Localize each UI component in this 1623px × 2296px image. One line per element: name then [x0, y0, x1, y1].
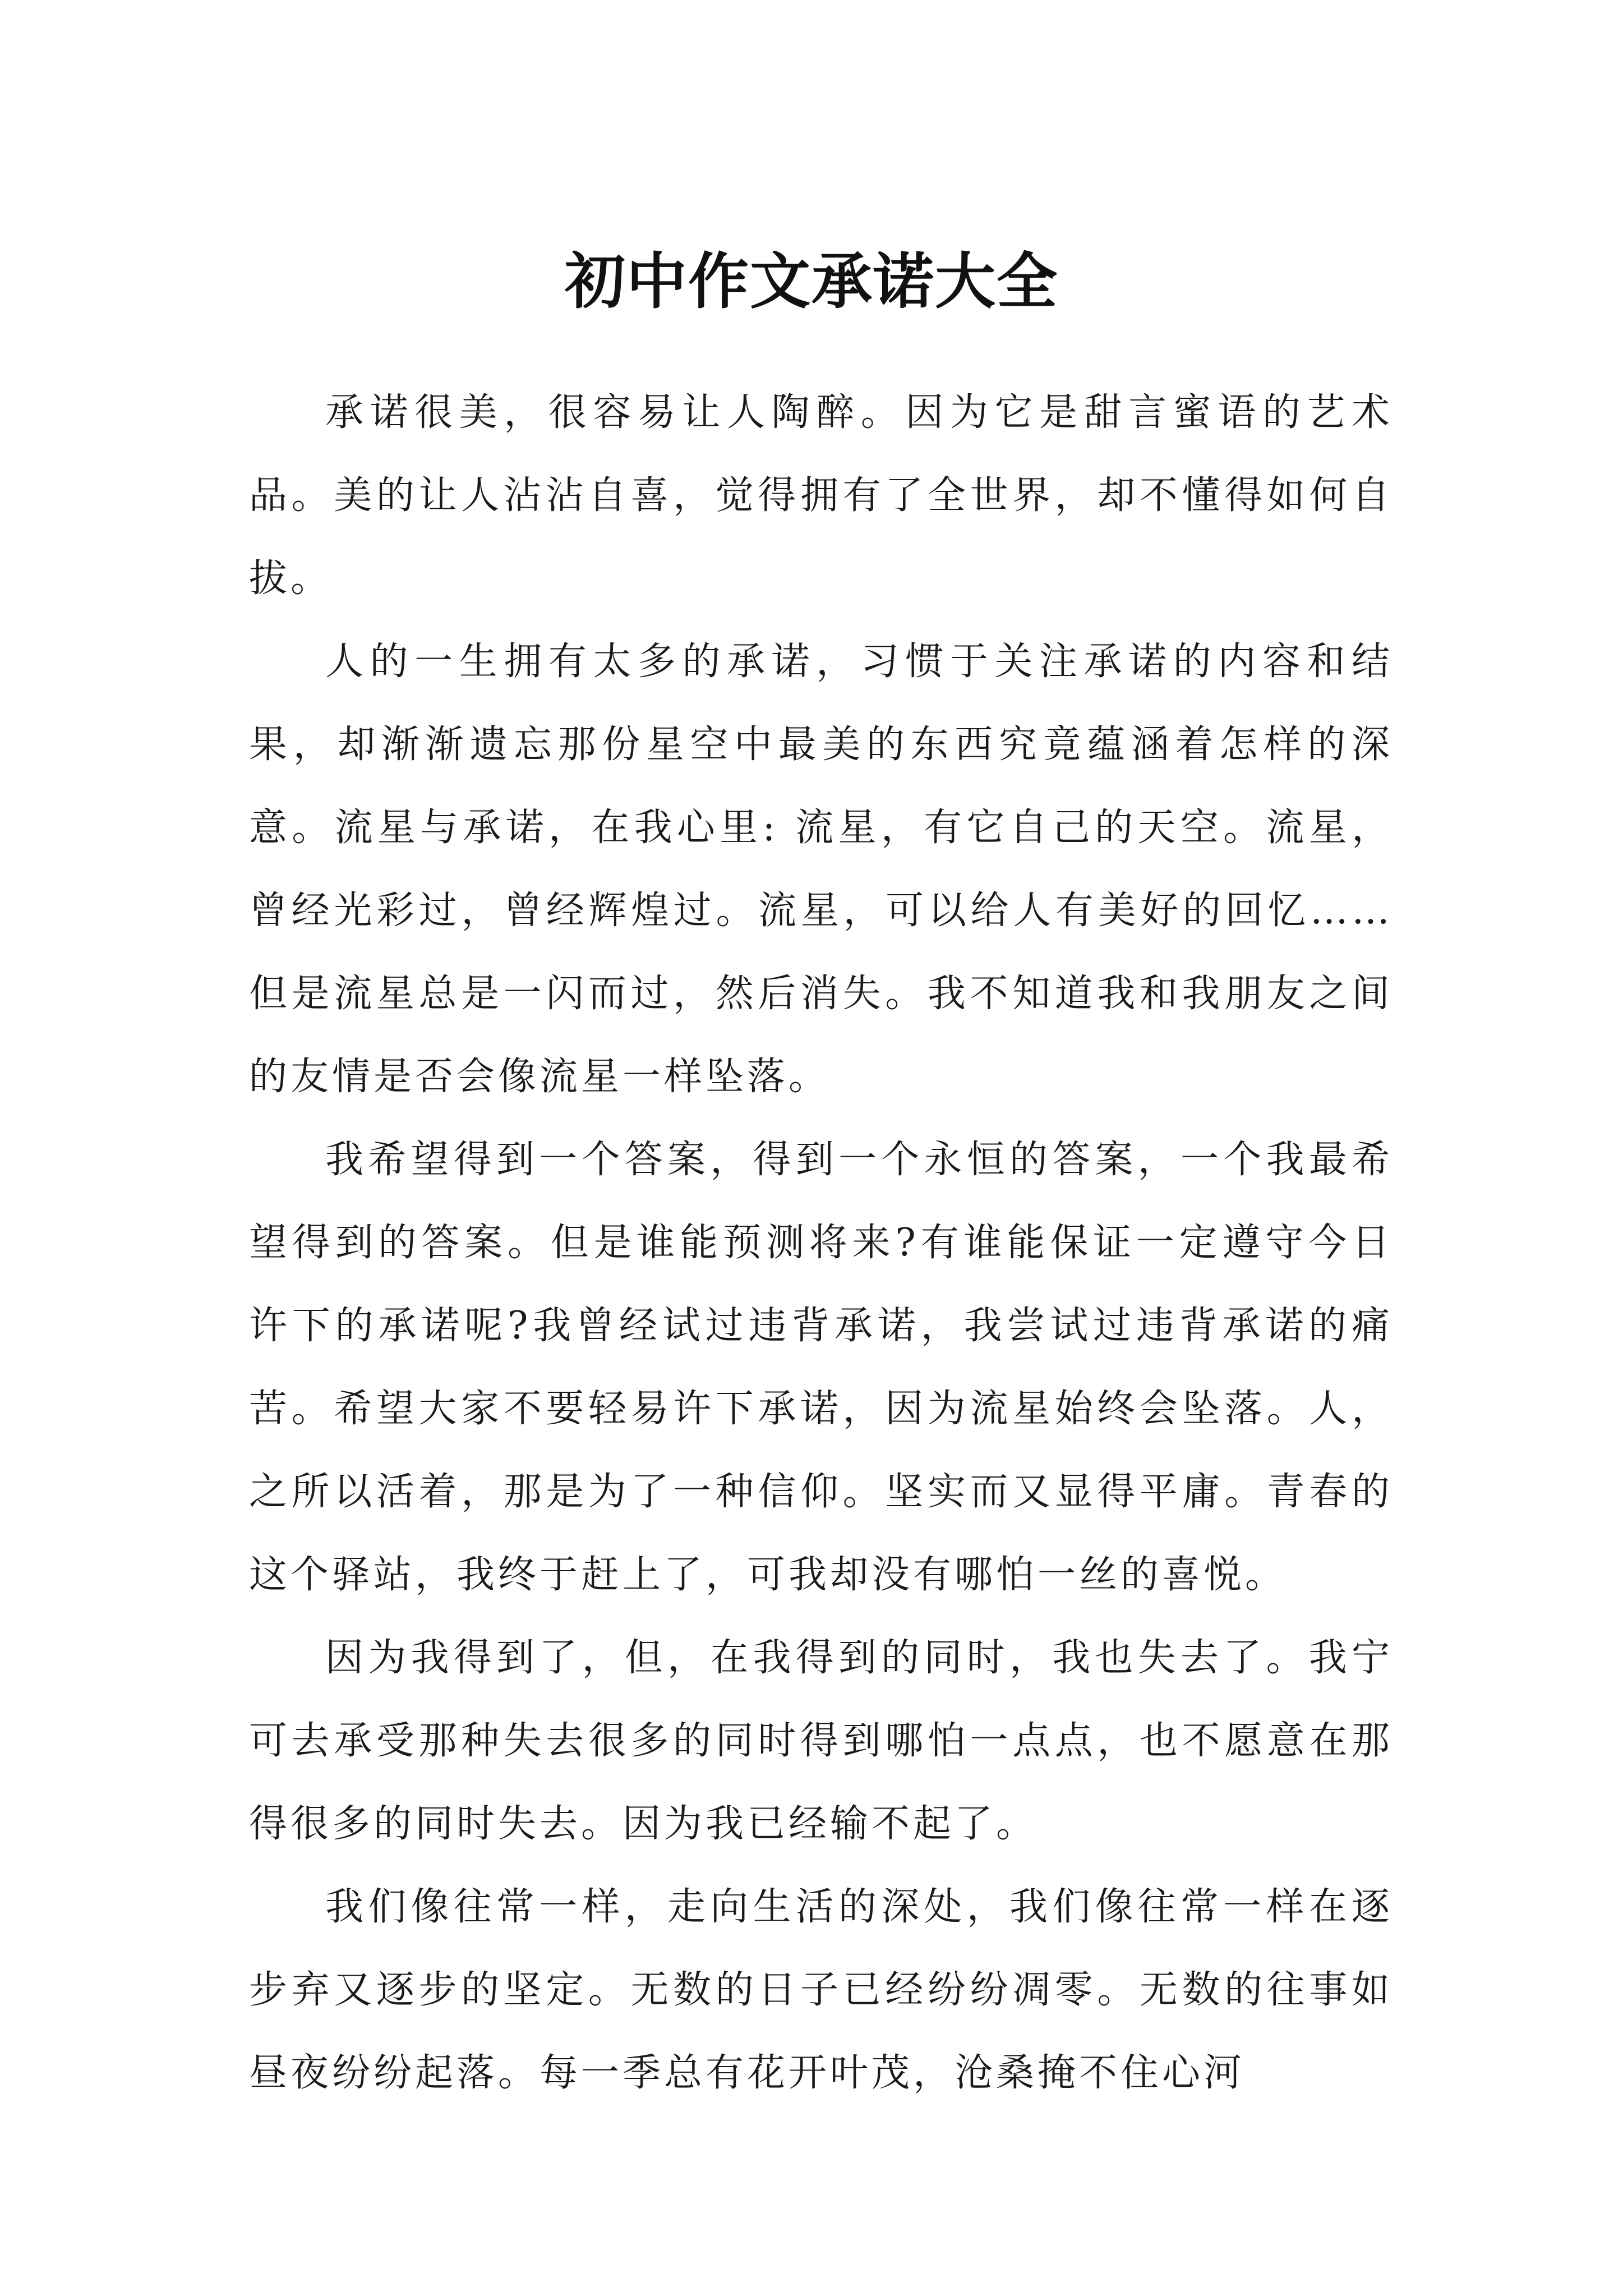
paragraph-2: 人的一生拥有太多的承诺，习惯于关注承诺的内容和结果，却渐渐遗忘那份星空中最美的东西究竟蕴涵着怎样的深意。流星与承诺，在我心里: 流星，有它自己的天空。流星，曾经光彩过，曾经辉煌过。流星，可以给人有美好的回忆……但是流星总是一闪而过，然后消失。我不知道我和我朋友之间的友情是否会像流星一样坠落。: [249, 639, 1393, 1099]
paragraph-4: 因为我得到了，但，在我得到的同时，我也失去了。我宁可去承受那种失去很多的同时得到哪怕一点点，也不愿意在那得很多的同时失去。因为我已经输不起了。: [249, 1636, 1393, 1846]
paragraph-5: 我们像往常一样，走向生活的深处，我们像往常一样在逐步弃又逐步的坚定。无数的日子已经纷纷凋零。无数的往事如昼夜纷纷起落。每一季总有花开叶茂，沧桑掩不住心河: [249, 1885, 1393, 2095]
document-body: [249, 371, 1393, 2115]
document-title: 初中作文承诺大全: [564, 246, 1058, 318]
paragraph-3: 我希望得到一个答案，得到一个永恒的答案，一个我最希望得到的答案。但是谁能预测将来?有谁能保证一定遵守今日许下的承诺呢?我曾经试过违背承诺，我尝试过违背承诺的痛苦。希望大家不要轻易许下承诺，因为流星始终会坠落。人，之所以活着，那是为了一种信仰。坚实而又显得平庸。青春的这个驿站，我终于赶上了，可我却没有哪怕一丝的喜悦。: [249, 1138, 1393, 1597]
paragraph-1: 承诺很美，很容易让人陶醉。因为它是甜言蜜语的艺术品。美的让人沾沾自喜，觉得拥有了全世界，却不懂得如何自拔。: [249, 390, 1393, 601]
